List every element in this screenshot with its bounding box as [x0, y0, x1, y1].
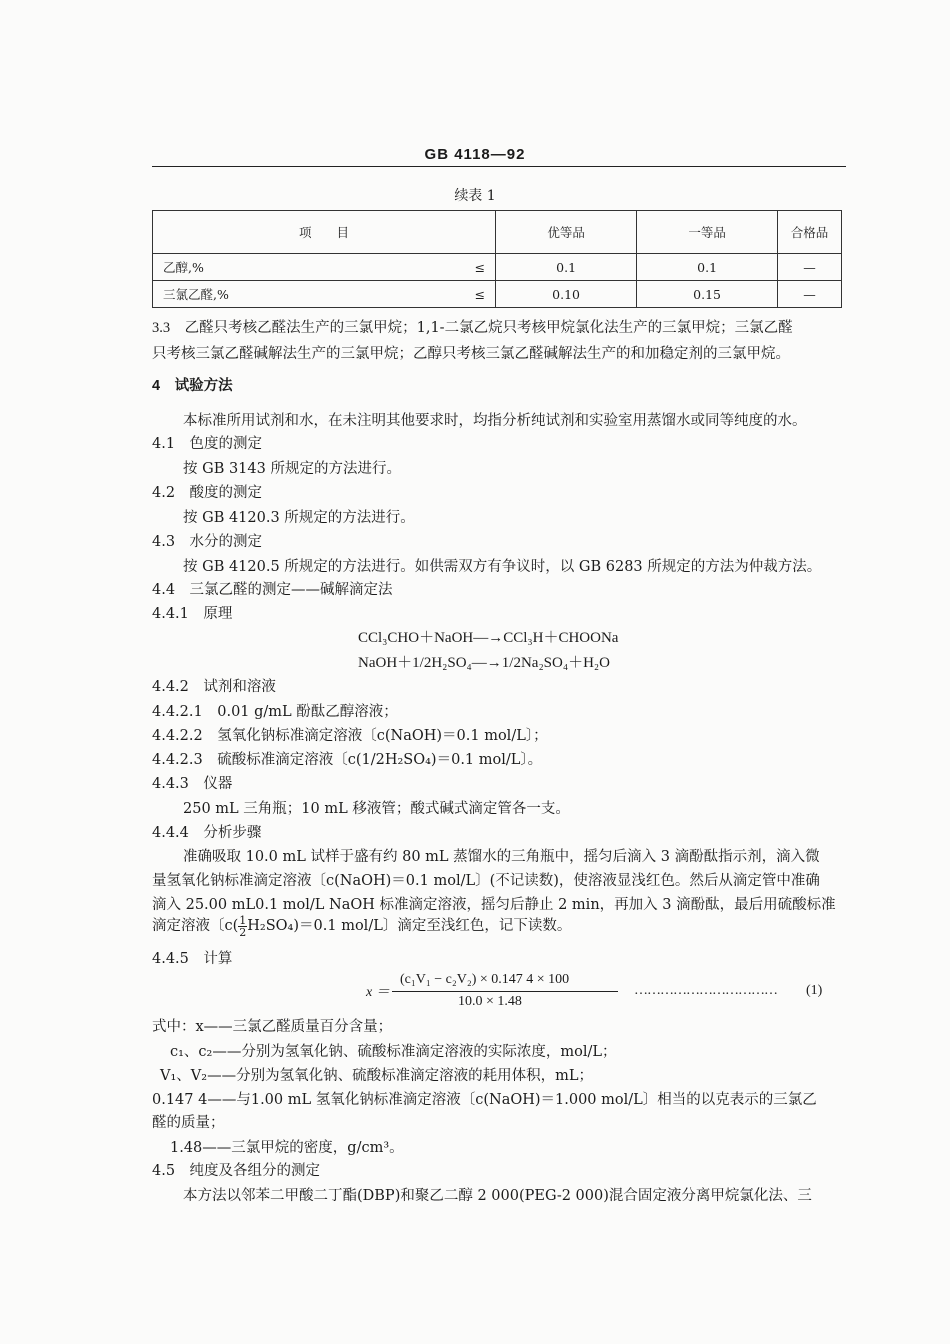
clause-4-4-3-text: 250 mL 三角瓶；10 mL 移液管；酸式碱式滴定管各一支。 — [183, 801, 570, 817]
section-4-heading: 4 试验方法 — [152, 378, 233, 394]
header-rule — [152, 166, 846, 167]
clause-text: 乙醛只考核乙醛法生产的三氯甲烷；1,1-二氯乙烷只考核甲烷氯化法生产的三氯甲烷；三氯乙醛 — [184, 320, 793, 336]
clause-4-4-2-2: 4.4.2.2 氢氧化钠标准滴定溶液〔c(NaOH)＝0.1 mol/L〕； — [152, 728, 548, 744]
clause-4-4-heading: 4.4 三氯乙醛的测定——碱解滴定法 — [152, 582, 393, 598]
where-line-4-cont: 醛的质量； — [152, 1115, 225, 1131]
table-header-row — [153, 211, 842, 254]
row-value: 0.10 — [496, 281, 637, 308]
formula-denominator: 10.0 × 1.48 — [458, 994, 522, 1009]
clause-3-3-line1 — [152, 316, 793, 337]
col-grade-3: 合格品 — [778, 211, 842, 254]
spec-table — [152, 210, 842, 308]
clause-4-5-text: 本方法以邻苯二甲酸二丁酯(DBP)和聚乙二醇 2 000(PEG-2 000)混合固定液分离甲烷氯化法、三 — [183, 1188, 812, 1204]
clause-4-2-text: 按 GB 4120.3 所规定的方法进行。 — [183, 510, 415, 526]
table-row — [153, 254, 842, 281]
row-value: 0.1 — [496, 254, 637, 281]
procedure-line-4 — [152, 914, 571, 938]
clause-number: 3.3 — [152, 320, 171, 336]
where-line-5: 1.48——三氯甲烷的密度，g/cm³。 — [170, 1140, 404, 1156]
clause-4-4-2-1: 4.4.2.1 0.01 g/mL 酚酞乙醇溶液； — [152, 704, 398, 720]
row-value: — — [778, 281, 842, 308]
procedure-text: 滴定溶液〔c( — [152, 918, 239, 934]
where-line-1: 式中：x——三氯乙醛质量百分含量； — [152, 1019, 393, 1035]
clause-4-2-heading: 4.2 酸度的测定 — [152, 485, 263, 501]
clause-4-5-heading: 4.5 纯度及各组分的测定 — [152, 1163, 321, 1179]
clause-4-4-5-heading: 4.4.5 计算 — [152, 951, 233, 967]
standard-code-header: GB 4118—92 — [424, 146, 526, 163]
fraction-numerator: 1 — [239, 913, 247, 927]
col-item: 项 目 — [153, 211, 496, 254]
clause-4-4-4-heading: 4.4.4 分析步骤 — [152, 825, 262, 841]
row-value: — — [778, 254, 842, 281]
clause-4-4-2-3: 4.4.2.3 硫酸标准滴定溶液〔c(1/2H₂SO₄)＝0.1 mol/L〕。 — [152, 752, 543, 768]
col-grade-1: 优等品 — [496, 211, 637, 254]
fraction-half — [238, 915, 247, 938]
clause-4-4-3-heading: 4.4.3 仪器 — [152, 776, 233, 792]
row-symbol: ≤ — [449, 281, 496, 308]
row-value: 0.15 — [637, 281, 778, 308]
row-value: 0.1 — [637, 254, 778, 281]
row-item: 三氯乙醛,% — [153, 281, 450, 308]
clause-4-1-heading: 4.1 色度的测定 — [152, 436, 263, 452]
clause-4-4-1-heading: 4.4.1 原理 — [152, 606, 233, 622]
table-row — [153, 281, 842, 308]
clause-4-1-text: 按 GB 3143 所规定的方法进行。 — [183, 461, 401, 477]
procedure-line-1: 准确吸取 10.0 mL 试样于盛有约 80 mL 蒸馏水的三角瓶中，摇匀后滴入 3 滴酚酞指示剂，滴入微 — [183, 849, 820, 865]
procedure-text: H₂SO₄)＝0.1 mol/L〕滴定至浅红色，记下读数。 — [247, 918, 572, 934]
reaction-equation-1: CCl₃CHO＋NaOH—→CCl₃H＋CHOONa — [358, 630, 619, 646]
procedure-line-3: 滴入 25.00 mL0.1 mol/L NaOH 标准滴定溶液，摇匀后静止 2 min，再加入 3 滴酚酞，最后用硫酸标准 — [152, 897, 836, 913]
formula-lhs: x ＝ — [366, 985, 390, 1000]
where-line-3: V₁、V₂——分别为氢氧化钠、硫酸标准滴定溶液的耗用体积，mL； — [160, 1068, 593, 1084]
clause-4-3-text: 按 GB 4120.5 所规定的方法进行。如供需双方有争议时，以 GB 6283 所规定的方法为仲裁方法。 — [183, 559, 822, 575]
procedure-line-2: 量氢氧化钠标准滴定溶液〔c(NaOH)＝0.1 mol/L〕(不记读数)，使溶液显浅红色。然后从滴定管中准确 — [152, 873, 820, 889]
where-line-2: c₁、c₂——分别为氢氧化钠、硫酸标准滴定溶液的实际浓度，mol/L； — [170, 1044, 617, 1060]
formula-numerator: (c₁V₁ − c₂V₂) × 0.147 4 × 100 — [400, 972, 570, 987]
formula-number: (1) — [806, 983, 823, 998]
table-caption: 续表 1 — [454, 188, 496, 204]
fraction-denominator: 2 — [239, 925, 247, 939]
row-item: 乙醇,% — [153, 254, 450, 281]
formula-fraction-bar — [392, 991, 618, 992]
section-4-paragraph: 本标准所用试剂和水，在未注明其他要求时，均指分析纯试剂和实验室用蒸馏水或同等纯度的水。 — [183, 413, 807, 429]
clause-4-4-2-heading: 4.4.2 试剂和溶液 — [152, 679, 276, 695]
clause-4-3-heading: 4.3 水分的测定 — [152, 534, 263, 550]
formula-leader-dots: …………………………… — [634, 983, 777, 998]
where-line-4: 0.147 4——与1.00 mL 氢氧化钠标准滴定溶液〔c(NaOH)＝1.000 mol/L〕相当的以克表示的三氯乙 — [152, 1092, 817, 1108]
row-symbol: ≤ — [449, 254, 496, 281]
clause-3-3-line2: 只考核三氯乙醛碱解法生产的三氯甲烷；乙醇只考核三氯乙醛碱解法生产的和加稳定剂的三氯甲烷。 — [152, 346, 790, 362]
col-grade-2: 一等品 — [637, 211, 778, 254]
reaction-equation-2: NaOH＋1/2H₂SO₄—→1/2Na₂SO₄＋H₂O — [358, 655, 610, 671]
